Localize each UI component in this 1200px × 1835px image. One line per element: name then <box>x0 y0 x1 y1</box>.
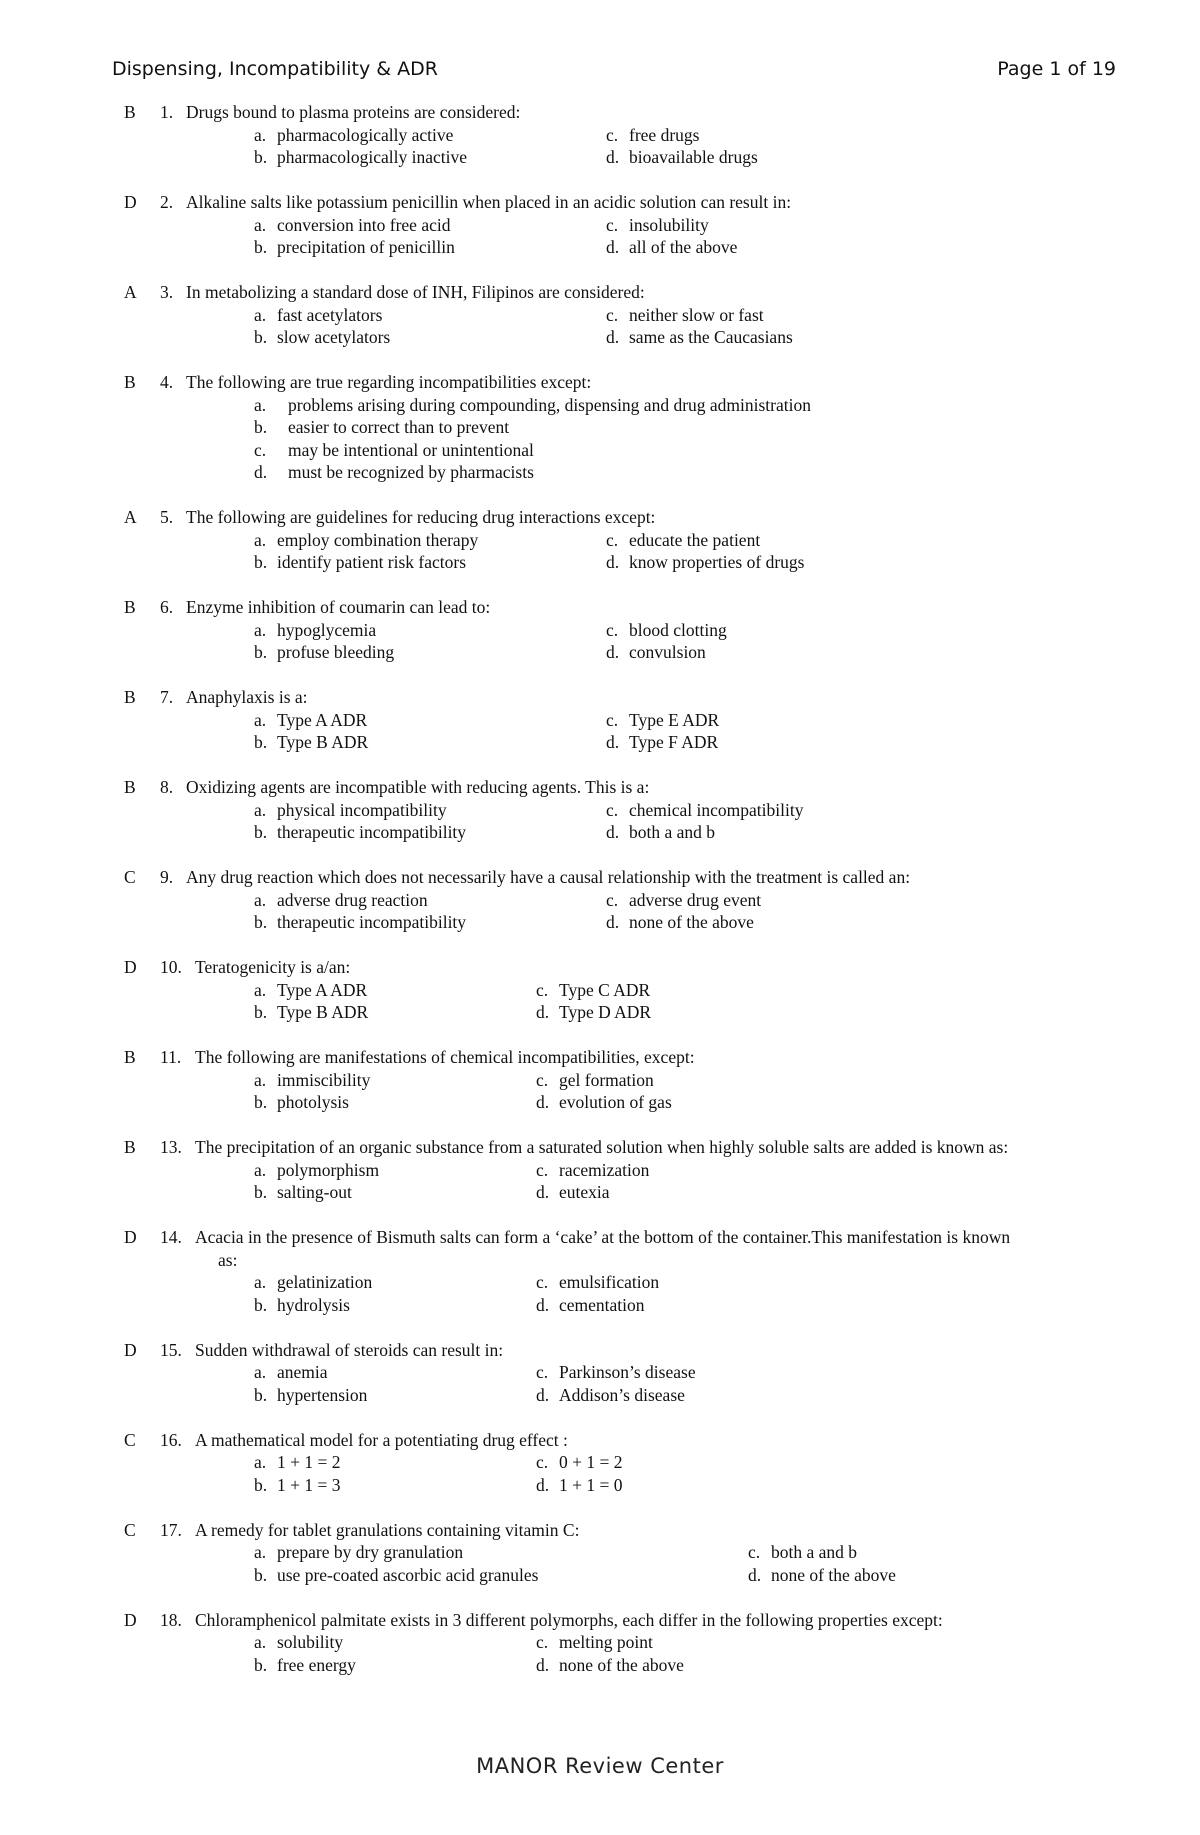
answer-key: B <box>124 102 136 122</box>
option-letter: a. <box>254 214 267 235</box>
option-letter: b. <box>254 237 268 257</box>
option-text: adverse drug event <box>629 889 762 910</box>
option-letter: a. <box>254 124 267 145</box>
option-text: Type A ADR <box>277 709 368 730</box>
question-number: 5. <box>160 507 174 527</box>
option-row <box>0 1091 1200 1114</box>
option-letter: c. <box>606 889 619 910</box>
option-text: both a and b <box>629 822 716 842</box>
option-text: racemization <box>559 1159 650 1180</box>
question-number: 18. <box>160 1609 182 1630</box>
option-letter: b. <box>254 1384 268 1405</box>
answer-key: B <box>124 1137 136 1157</box>
option-letter: c. <box>606 304 619 325</box>
answer-key: D <box>124 1609 137 1630</box>
option-letter: d. <box>748 1564 762 1585</box>
question-item <box>0 101 1200 169</box>
question-number: 17. <box>160 1519 182 1540</box>
option-letter: b. <box>254 1654 268 1675</box>
option-row <box>0 1159 1200 1182</box>
option-letter: d. <box>536 1294 550 1315</box>
option-text: 1 + 1 = 3 <box>277 1474 341 1495</box>
question-number: 15. <box>160 1339 182 1360</box>
option-text: problems arising during compounding, dispensing and drug administration <box>288 394 811 415</box>
option-letter: d. <box>606 147 620 167</box>
option-text: gel formation <box>559 1069 654 1090</box>
option-text: 1 + 1 = 2 <box>277 1452 341 1472</box>
option-text: educate the patient <box>629 529 761 550</box>
option-text: pharmacologically active <box>277 124 454 145</box>
option-text: Type B ADR <box>277 1002 369 1022</box>
option-row <box>0 911 1200 934</box>
option-text: precipitation of penicillin <box>277 237 455 257</box>
option-row <box>0 1271 1200 1294</box>
option-text: therapeutic incompatibility <box>277 822 467 842</box>
question-text: Oxidizing agents are incompatible with reducing agents. This is a: <box>186 777 650 797</box>
option-letter: b. <box>254 1002 268 1022</box>
question-text: Enzyme inhibition of coumarin can lead to: <box>186 597 491 617</box>
option-letter: a. <box>254 1272 267 1292</box>
option-text: must be recognized by pharmacists <box>288 462 534 482</box>
option-text: insolubility <box>629 214 709 235</box>
question-item <box>0 1226 1200 1316</box>
option-text: Type E ADR <box>629 709 720 730</box>
option-text: Type D ADR <box>559 1002 652 1022</box>
option-letter: d. <box>606 552 620 572</box>
option-text: salting-out <box>277 1182 352 1202</box>
option-row <box>0 641 1200 664</box>
question-text: Anaphylaxis is a: <box>186 687 308 707</box>
question-list <box>0 101 1200 1699</box>
option-text: know properties of drugs <box>629 552 805 572</box>
option-text: bioavailable drugs <box>629 147 758 167</box>
option-row <box>0 1474 1200 1497</box>
option-letter: d. <box>536 1384 550 1405</box>
option-text: hydrolysis <box>277 1294 350 1315</box>
option-letter: b. <box>254 732 268 752</box>
question-number: 8. <box>160 777 174 797</box>
option-letter: b. <box>254 552 268 572</box>
question-text: A mathematical model for a potentiating drug effect : <box>195 1429 568 1450</box>
question-line <box>0 1519 1200 1542</box>
option-text: hypertension <box>277 1384 368 1405</box>
option-text: physical incompatibility <box>277 799 447 820</box>
answer-key: C <box>124 867 136 887</box>
question-line <box>0 1609 1200 1632</box>
option-letter: d. <box>536 1654 550 1675</box>
question-item <box>0 371 1200 484</box>
question-text: The precipitation of an organic substance from a saturated solution when highly soluble salts are added is known as: <box>195 1137 1009 1157</box>
question-text: Acacia in the presence of Bismuth salts can form a ‘cake’ at the bottom of the container.This manifestation is known <box>195 1227 1011 1247</box>
question-line <box>0 101 1200 124</box>
option-row <box>0 1069 1200 1092</box>
question-text: Teratogenicity is a/an: <box>195 957 351 977</box>
answer-key: D <box>124 957 137 977</box>
question-line <box>0 191 1200 214</box>
option-text: slow acetylators <box>277 327 391 347</box>
question-number: 13. <box>160 1137 182 1157</box>
option-text: all of the above <box>629 237 738 257</box>
option-letter: b. <box>254 1092 268 1112</box>
option-letter: d. <box>536 1182 550 1202</box>
option-text: polymorphism <box>277 1159 380 1180</box>
question-line <box>0 1046 1200 1069</box>
question-text: Alkaline salts like potassium penicillin when placed in an acidic solution can result in: <box>186 192 792 212</box>
option-text: gelatinization <box>277 1272 373 1292</box>
option-letter: a. <box>254 1542 267 1562</box>
option-text: none of the above <box>559 1654 684 1675</box>
option-letter: a. <box>254 529 267 550</box>
option-text: hypoglycemia <box>277 619 377 640</box>
option-letter: a. <box>254 799 267 820</box>
question-item <box>0 866 1200 934</box>
option-row <box>0 326 1200 349</box>
option-letter: c. <box>536 1452 549 1472</box>
answer-key: C <box>124 1429 136 1450</box>
option-text: identify patient risk factors <box>277 552 467 572</box>
question-text: The following are true regarding incompatibilities except: <box>186 372 592 392</box>
question-text: The following are manifestations of chemical incompatibilities, except: <box>195 1047 695 1067</box>
option-letter: c. <box>536 1159 549 1180</box>
question-item <box>0 596 1200 664</box>
option-letter: a. <box>254 304 267 325</box>
option-text: Type C ADR <box>559 979 651 1000</box>
option-text: solubility <box>277 1632 344 1652</box>
option-text: neither slow or fast <box>629 304 764 325</box>
option-row <box>0 439 1200 462</box>
option-text: none of the above <box>629 912 754 932</box>
option-letter: a. <box>254 1362 267 1382</box>
option-letter: c. <box>606 214 619 235</box>
option-row <box>0 416 1200 439</box>
option-letter: c. <box>748 1542 761 1562</box>
question-line <box>0 866 1200 889</box>
question-item <box>0 506 1200 574</box>
option-letter: c. <box>536 1272 549 1292</box>
option-row <box>0 146 1200 169</box>
question-number: 10. <box>160 957 182 977</box>
question-line <box>0 1226 1200 1249</box>
option-text: free energy <box>277 1654 356 1675</box>
question-item <box>0 1339 1200 1407</box>
option-letter: d. <box>536 1474 550 1495</box>
option-row <box>0 731 1200 754</box>
question-item <box>0 1136 1200 1204</box>
option-letter: b. <box>254 417 268 437</box>
question-line <box>0 1136 1200 1159</box>
question-text: Drugs bound to plasma proteins are considered: <box>186 102 521 122</box>
option-text: 1 + 1 = 0 <box>559 1474 623 1495</box>
option-text: melting point <box>559 1632 653 1652</box>
option-letter: c. <box>606 529 619 550</box>
option-row <box>0 214 1200 237</box>
question-number: 7. <box>160 687 174 707</box>
option-text: anemia <box>277 1362 328 1382</box>
question-text: A remedy for tablet granulations containing vitamin C: <box>195 1519 580 1540</box>
question-number: 9. <box>160 867 174 887</box>
option-letter: a. <box>254 619 267 640</box>
option-row <box>0 1384 1200 1407</box>
option-text: use pre-coated ascorbic acid granules <box>277 1564 539 1585</box>
answer-key: A <box>124 282 137 302</box>
page-number: Page 1 of 19 <box>997 58 1116 80</box>
option-text: fast acetylators <box>277 304 383 325</box>
option-letter: b. <box>254 642 268 662</box>
answer-key: B <box>124 372 136 392</box>
option-letter: c. <box>536 1632 549 1652</box>
option-letter: b. <box>254 1474 268 1495</box>
option-row <box>0 889 1200 912</box>
option-letter: d. <box>536 1092 550 1112</box>
option-text: none of the above <box>771 1564 896 1585</box>
option-row <box>0 394 1200 417</box>
option-row <box>0 124 1200 147</box>
option-letter: d. <box>606 327 620 347</box>
option-letter: d. <box>536 1002 550 1022</box>
option-text: blood clotting <box>629 619 727 640</box>
option-letter: d. <box>606 237 620 257</box>
option-row <box>0 709 1200 732</box>
question-line <box>0 956 1200 979</box>
question-number: 14. <box>160 1227 182 1247</box>
answer-key: B <box>124 777 136 797</box>
option-text: conversion into free acid <box>277 214 451 235</box>
question-item <box>0 1429 1200 1497</box>
option-text: convulsion <box>629 642 706 662</box>
question-text: Any drug reaction which does not necessarily have a causal relationship with the treatment is called an: <box>186 867 911 887</box>
option-letter: a. <box>254 1632 267 1652</box>
option-row <box>0 551 1200 574</box>
answer-key: D <box>124 1227 137 1247</box>
option-letter: b. <box>254 1182 268 1202</box>
answer-key: A <box>124 507 137 527</box>
option-letter: c. <box>536 1069 549 1090</box>
option-letter: c. <box>606 124 619 145</box>
question-item <box>0 686 1200 754</box>
option-text: evolution of gas <box>559 1092 672 1112</box>
option-letter: a. <box>254 889 267 910</box>
question-line <box>0 776 1200 799</box>
option-row <box>0 1001 1200 1024</box>
question-number: 16. <box>160 1429 182 1450</box>
option-row <box>0 1181 1200 1204</box>
option-letter: b. <box>254 912 268 932</box>
answer-key: D <box>124 192 137 212</box>
option-text: cementation <box>559 1294 645 1315</box>
option-letter: b. <box>254 1564 268 1585</box>
option-letter: b. <box>254 147 268 167</box>
option-row <box>0 1654 1200 1677</box>
document-title: Dispensing, Incompatibility & ADR <box>112 58 438 80</box>
option-row <box>0 461 1200 484</box>
question-item <box>0 956 1200 1024</box>
option-text: easier to correct than to prevent <box>288 417 510 437</box>
option-text: immiscibility <box>277 1069 371 1090</box>
option-text: same as the Caucasians <box>629 327 793 347</box>
question-number: 2. <box>160 192 174 212</box>
option-letter: d. <box>606 642 620 662</box>
option-letter: d. <box>254 462 268 482</box>
question-line <box>0 596 1200 619</box>
question-number: 4. <box>160 372 174 392</box>
option-row <box>0 1631 1200 1654</box>
option-letter: a. <box>254 1452 267 1472</box>
answer-key: D <box>124 1339 137 1360</box>
option-letter: a. <box>254 1069 267 1090</box>
question-number: 6. <box>160 597 174 617</box>
option-row <box>0 236 1200 259</box>
question-line <box>0 281 1200 304</box>
answer-key: B <box>124 1047 136 1067</box>
option-text: Type F ADR <box>629 732 719 752</box>
option-letter: d. <box>606 912 620 932</box>
question-text: Chloramphenicol palmitate exists in 3 different polymorphs, each differ in the following properties except: <box>195 1609 943 1630</box>
option-text: prepare by dry granulation <box>277 1542 464 1562</box>
question-number: 3. <box>160 282 174 302</box>
question-text: In metabolizing a standard dose of INH, Filipinos are considered: <box>186 282 645 302</box>
option-text: both a and b <box>771 1542 858 1562</box>
option-row <box>0 979 1200 1002</box>
option-text: therapeutic incompatibility <box>277 912 467 932</box>
option-row <box>0 1541 1200 1564</box>
question-item <box>0 1519 1200 1587</box>
question-continuation-text: as: <box>218 1249 238 1270</box>
question-number: 11. <box>160 1047 182 1067</box>
question-continuation <box>0 1249 1200 1272</box>
option-row <box>0 1361 1200 1384</box>
option-text: employ combination therapy <box>277 529 479 550</box>
option-letter: b. <box>254 822 268 842</box>
answer-key: B <box>124 597 136 617</box>
answer-key: C <box>124 1519 136 1540</box>
option-letter: c. <box>606 619 619 640</box>
option-text: may be intentional or unintentional <box>288 439 534 460</box>
option-row <box>0 529 1200 552</box>
question-text: Sudden withdrawal of steroids can result in: <box>195 1339 504 1360</box>
option-text: chemical incompatibility <box>629 799 804 820</box>
option-letter: d. <box>606 732 620 752</box>
option-row <box>0 304 1200 327</box>
option-text: emulsification <box>559 1272 660 1292</box>
option-row <box>0 1564 1200 1587</box>
question-item <box>0 191 1200 259</box>
option-letter: b. <box>254 327 268 347</box>
option-text: adverse drug reaction <box>277 889 428 910</box>
option-letter: c. <box>254 439 267 460</box>
option-row <box>0 1294 1200 1317</box>
option-row <box>0 821 1200 844</box>
question-item <box>0 776 1200 844</box>
option-letter: c. <box>536 979 549 1000</box>
question-item <box>0 1609 1200 1677</box>
question-line <box>0 686 1200 709</box>
option-letter: d. <box>606 822 620 842</box>
question-line <box>0 1339 1200 1362</box>
question-item <box>0 281 1200 349</box>
option-text: 0 + 1 = 2 <box>559 1452 623 1472</box>
option-text: Addison’s disease <box>559 1384 685 1405</box>
option-text: Parkinson’s disease <box>559 1362 696 1382</box>
option-text: free drugs <box>629 124 700 145</box>
option-letter: a. <box>254 709 267 730</box>
option-text: Type B ADR <box>277 732 369 752</box>
option-letter: c. <box>606 799 619 820</box>
option-row <box>0 619 1200 642</box>
option-text: eutexia <box>559 1182 610 1202</box>
answer-key: B <box>124 687 136 707</box>
option-letter: b. <box>254 1294 268 1315</box>
option-text: Type A ADR <box>277 979 368 1000</box>
option-letter: a. <box>254 1159 267 1180</box>
question-item <box>0 1046 1200 1114</box>
option-letter: a. <box>254 394 267 415</box>
option-letter: a. <box>254 979 267 1000</box>
option-row <box>0 799 1200 822</box>
option-text: photolysis <box>277 1092 349 1112</box>
option-text: pharmacologically inactive <box>277 147 467 167</box>
footer-text: MANOR Review Center <box>476 1754 724 1778</box>
option-text: profuse bleeding <box>277 642 395 662</box>
question-text: The following are guidelines for reducing drug interactions except: <box>186 507 656 527</box>
question-number: 1. <box>160 102 174 122</box>
question-line <box>0 371 1200 394</box>
option-row <box>0 1451 1200 1474</box>
question-line <box>0 506 1200 529</box>
question-line <box>0 1429 1200 1452</box>
option-letter: c. <box>606 709 619 730</box>
option-letter: c. <box>536 1362 549 1382</box>
